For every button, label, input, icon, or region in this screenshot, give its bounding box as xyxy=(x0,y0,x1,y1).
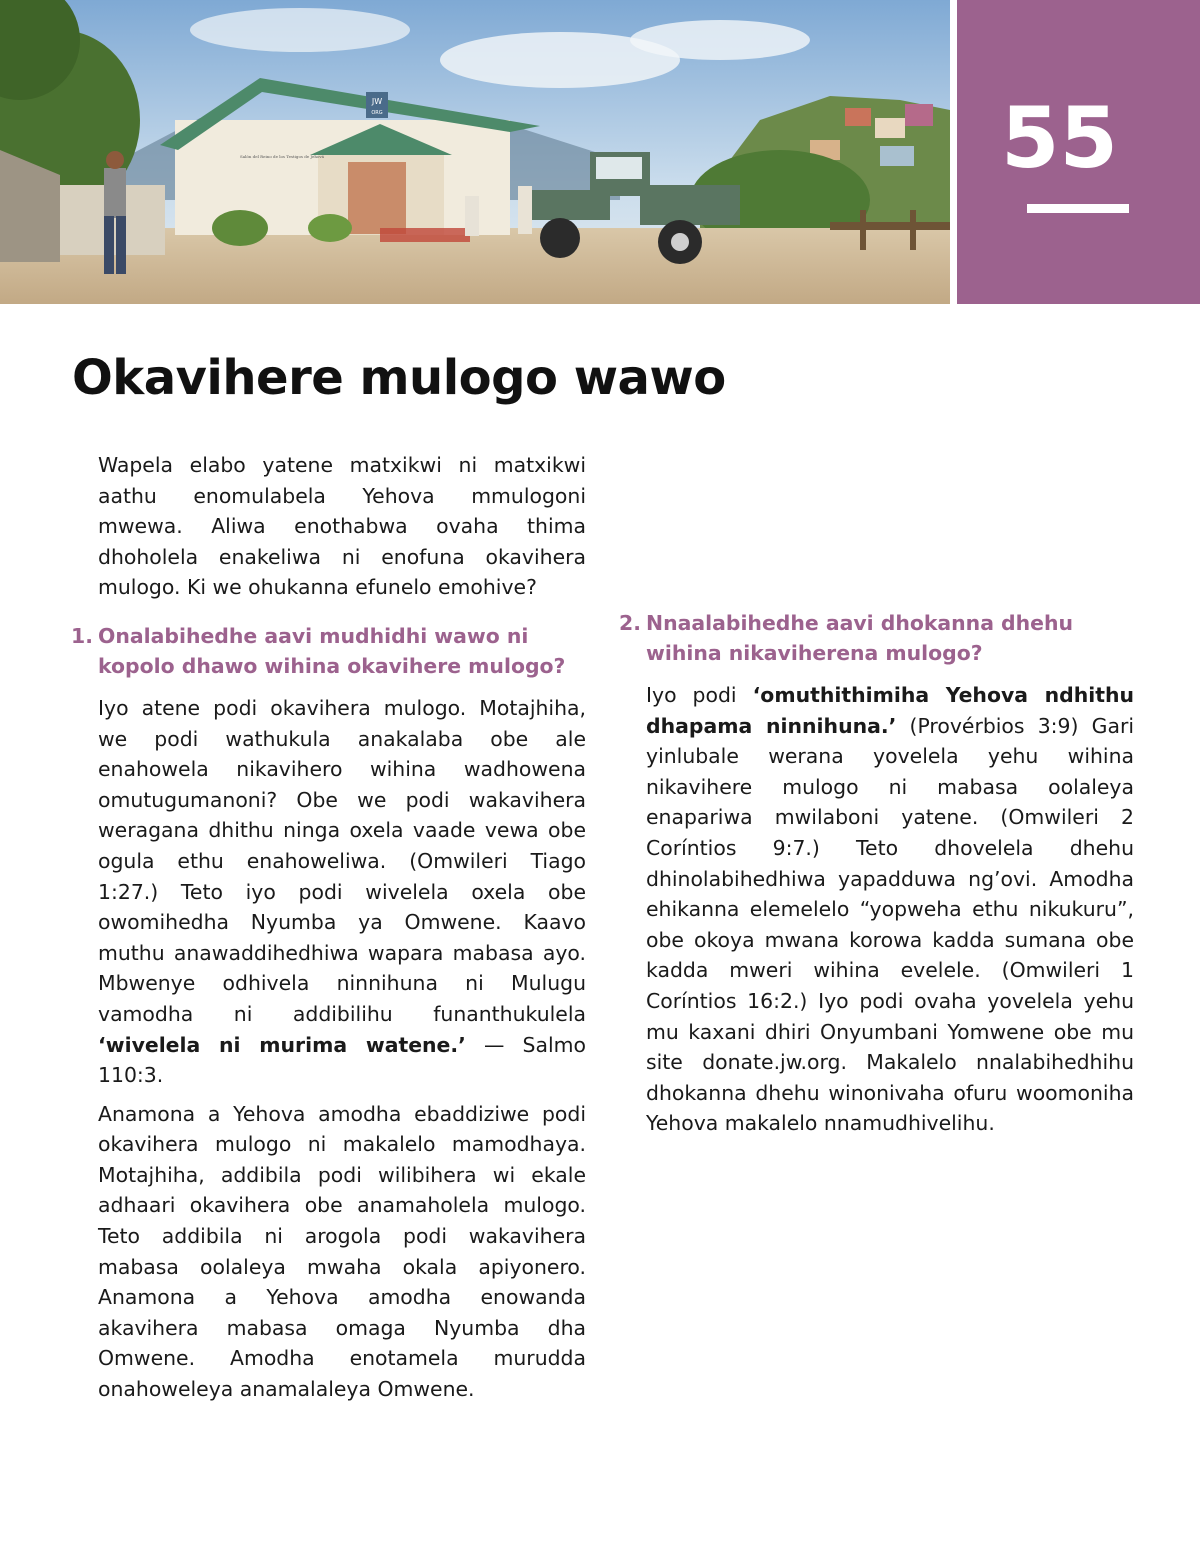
page-title: Okavihere mulogo wawo xyxy=(72,350,726,406)
question-1 xyxy=(71,621,586,681)
question-1-number: 1. xyxy=(71,623,93,648)
intro-paragraph: Wapela elabo yatene matxikwi ni matxikwi aathu enomulabela Yehova mmulogoni mwewa. Aliwa enothabwa ovaha thima dhoholela enakeliwa ni enofuna okavihera mulogo. Ki we ohukanna efunelo emohive? xyxy=(98,453,586,600)
kingdom-hall-photo xyxy=(0,0,950,304)
right-column xyxy=(619,450,1135,1147)
lesson-number: 55 xyxy=(1001,89,1118,187)
hall-sign-text: Salón del Reino de los Testigos de Jehová xyxy=(239,154,325,159)
page-header xyxy=(0,0,1200,304)
answer-2-paragraph xyxy=(646,680,1134,1139)
jw-logo-bottom: ORG xyxy=(371,110,383,116)
kingdom-hall-illustration xyxy=(0,0,950,304)
lesson-number-box xyxy=(957,0,1200,304)
question-2 xyxy=(619,608,1134,668)
question-1-text: Onalabihedhe aavi mudhidhi wawo ni kopolo dhawo wihina okavihere mulogo? xyxy=(98,623,566,678)
answer-1-text-a: Iyo atene podi okavihera mulogo. Motajhiha, we podi wathukula anakalaba obe ale enahowela nikavihero wihina wadhowena omutugumanoni? Obe we podi wakavihera weragana dhithu ninga oxela vaade vewa obe ogula ethu enahoweliwa. (Omwileri Tiago 1:27.) Teto iyo podi wivelela oxela obe owomihedha Nyumba ya Omwene. Kaavo muthu anawaddihedhiwa wapara mabasa ayo. Mbwenye odhivela ninnihuna ni Mulugu vamodha ni addibilihu funanthukulela xyxy=(98,695,586,1026)
answer-1-bold-quote: ‘wivelela ni murima watene.’ xyxy=(98,1032,466,1057)
answer-2-text-a: Iyo podi xyxy=(646,683,753,707)
answer-2-text-b: (Provérbios 3:9) Gari yinlubale werana yovelela yehu wihina nikavihere mulogo ni mabasa oolaleya enapariwa mwilaboni yatene. (Omwileri 2 Coríntios 9:7.) Teto dhovelela dhehu dhinolabihedhiwa yapadduwa ng’ovi. Amodha ehikanna elemelelo “yopweha ethu nikukuru”, obe okoya mwana korowa kadda sumana obe kadda mweri wihina evelele. (Omwileri 1 Coríntios 16:2.) Iyo podi ovaha yovelela yehu mu kaxani dhiri Onyumbani Yomwene obe mu site donate.jw.org. Makalelo nnalabihedhihu dhokanna dhehu winonivaha ofuru woomoniha Yehova makalelo nnamudhivelihu. xyxy=(646,713,1134,1136)
question-2-number: 2. xyxy=(619,611,641,635)
answer-1-paragraph-2: Anamona a Yehova amodha ebaddiziwe podi okavihera mulogo ni makalelo mamodhaya. Motajhiha, addibila podi wilibihera wi ekale adhaari okavihera obe anamaholela mulogo. Teto addibila ni arogola podi wakavihera mabasa oolaleya mwaha okala apiyonero. Anamona a Yehova amodha enowanda akavihera mabasa omaga Nyumba dha Omwene. Amodha enotamela murudda onahoweleya anamalaleya Omwene. xyxy=(98,1101,586,1402)
question-2-text: Nnaalabihedhe aavi dhokanna dhehu wihina nikaviherena mulogo? xyxy=(646,611,1074,665)
answer-2-bold-quote: ‘omuthithimiha Yehova ndhithu dhapama ninnihuna.’ xyxy=(646,683,1135,738)
answer-1-text-b: — Salmo 110:3. xyxy=(98,1032,586,1088)
jw-logo-top: JW xyxy=(371,97,383,106)
lesson-number-rule xyxy=(1027,204,1129,213)
left-column xyxy=(71,450,586,1413)
answer-1-paragraph xyxy=(98,693,586,1091)
